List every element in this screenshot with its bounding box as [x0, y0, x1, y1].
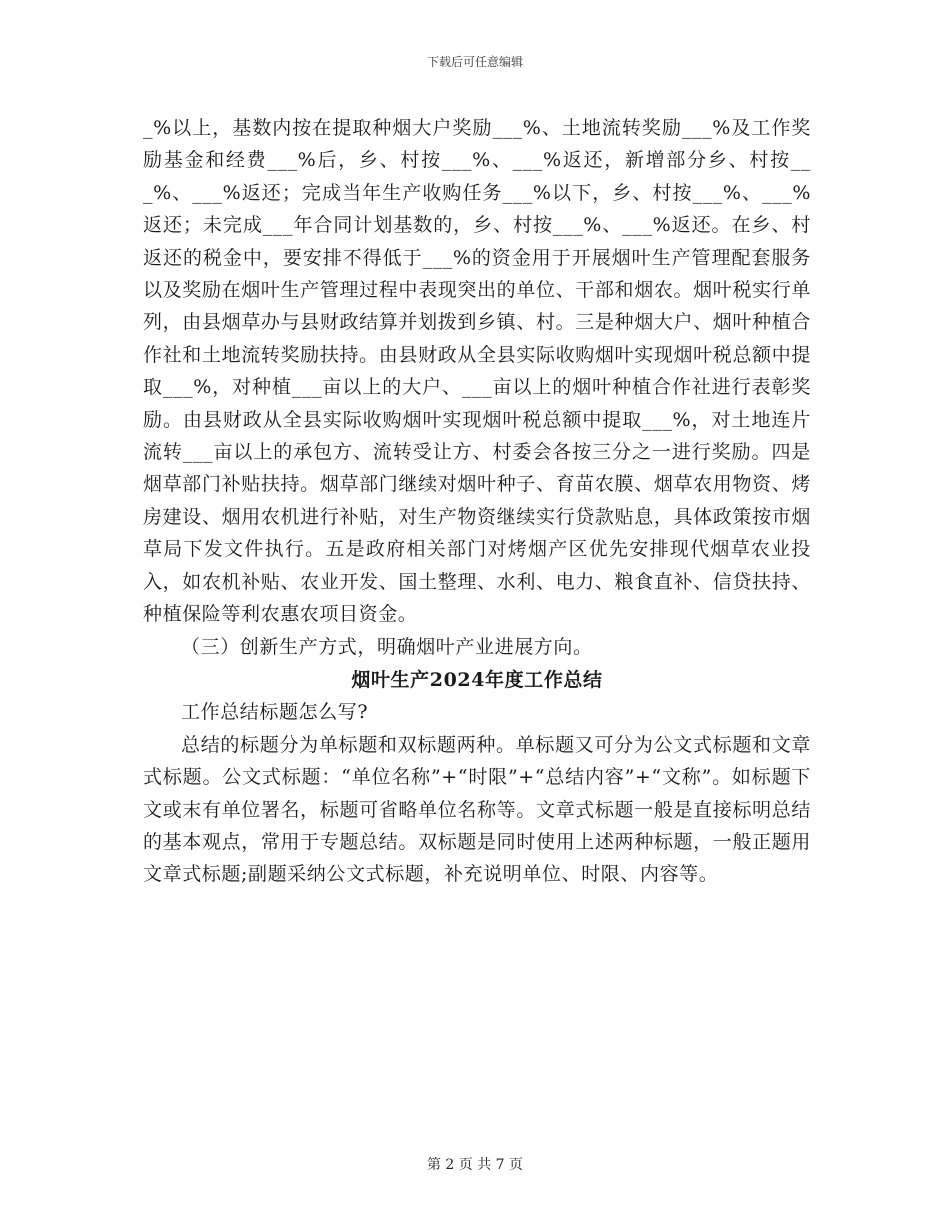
- document-title: 烟叶生产2024年度工作总结: [351, 668, 603, 691]
- document-body: [143, 112, 811, 891]
- page-header: 下载后可任意编辑: [426, 55, 523, 69]
- page-footer: 第 2 页 共 7 页: [426, 1157, 524, 1173]
- paragraph-title-types: 总结的标题分为单标题和双标题两种。单标题又可分为公文式标题和文章式标题。公文式标题：“单位名称”+“时限”+“总结内容”+“文称”。如标题下文或末有单位署名，标题可省略单位名称等。文章式标题一般是直接标明总结的基本观点，常用于专题总结。双标题是同时使用上述两种标题，一般正题用文章式标题;副题采纳公文式标题，补充说明单位、时限、内容等。: [143, 733, 811, 886]
- paragraph-section-three: （三）创新生产方式，明确烟叶产业进展方向。: [181, 635, 593, 658]
- paragraph-policy-details: _%以上，基数内按在提取种烟大户奖励___%、土地流转奖励___%及工作奖励基金和经费___%后，乡、村按___%、___%返还，新增部分乡、村按___%、___%返还；完成当年生产收购任务___%以下，乡、村按___%、___%返还；未完成___年合同计划基数的，乡、村按___%、___%返还。在乡、村返还的税金中，要安排不得低于___%的资金用于开展烟叶生产管理配套服务以及奖励在烟叶生产管理过程中表现突出的单位、干部和烟农。烟叶税实行单列，由县烟草办与县财政结算并划拨到乡镇、村。三是种烟大户、烟叶种植合作社和土地流转奖励扶持。由县财政从全县实际收购烟叶实现烟叶税总额中提取___%，对种植___亩以上的大户、___亩以上的烟叶种植合作社进行表彰奖励。由县财政从全县实际收购烟叶实现烟叶税总额中提取___%，对土地连片流转___亩以上的承包方、流转受让方、村委会各按三分之一进行奖励。四是烟草部门补贴扶持。烟草部门继续对烟叶种子、育苗农膜、烟草农用物资、烤房建设、烟用农机进行补贴，对生产物资继续实行贷款贴息，具体政策按市烟草局下发文件执行。五是政府相关部门对烤烟产区优先安排现代烟草农业投入，如农机补贴、农业开发、国土整理、水利、电力、粮食直补、信贷扶持、种植保险等利农惠农项目资金。: [143, 117, 811, 626]
- paragraph-question: 工作总结标题怎么写?: [181, 701, 369, 724]
